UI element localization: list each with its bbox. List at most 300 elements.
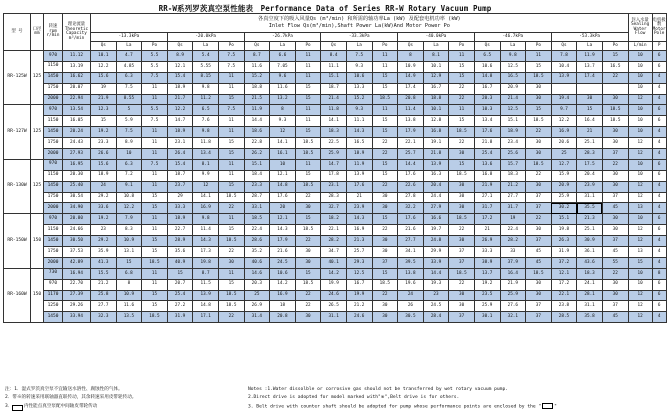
value-cell: 15	[295, 83, 321, 94]
value-cell: 25.1	[577, 225, 603, 236]
value-cell: 17.6	[474, 127, 500, 138]
page-title: RR-W系列罗茨真空泵性能表 Performance Data of Series RR-W Rotary Vacuum Pump	[158, 4, 492, 13]
sub-header-la: La	[500, 42, 526, 51]
motor-pole-cell: 4	[652, 312, 666, 323]
value-cell: 6.3	[116, 159, 142, 170]
value-cell: 30	[295, 312, 321, 323]
value-cell: 15	[449, 61, 475, 72]
displacement-cell: 20.80	[63, 214, 91, 225]
value-cell: 31.9	[167, 312, 193, 323]
value-cell: 21.7	[167, 94, 193, 105]
value-cell: 11	[295, 51, 321, 62]
value-cell: 10.1	[91, 51, 117, 62]
value-cell: 35.2	[244, 247, 270, 258]
value-cell: 14.7	[167, 116, 193, 127]
value-cell: 22	[372, 149, 398, 160]
value-cell: 11	[218, 214, 244, 225]
value-cell: 15	[167, 268, 193, 279]
value-cell: 19.4	[551, 94, 577, 105]
value-cell: 18.9	[500, 127, 526, 138]
value-cell: 10.1	[423, 105, 449, 116]
value-cell: 17.9	[270, 236, 296, 247]
displacement-cell: 30.50	[63, 236, 91, 247]
value-cell: 15.1	[500, 116, 526, 127]
table-row	[4, 225, 667, 236]
value-cell: 22	[218, 312, 244, 323]
value-cell: 18.5	[295, 149, 321, 160]
value-cell: 35.6	[167, 247, 193, 258]
speed-cell: 1250	[44, 301, 63, 312]
value-cell: 13.3	[346, 83, 372, 94]
value-cell: 37	[449, 312, 475, 323]
value-cell: 11	[142, 268, 168, 279]
value-cell: 7.5	[142, 72, 168, 83]
value-cell: 24.1	[577, 279, 603, 290]
value-cell: 23	[423, 290, 449, 301]
value-cell: 21.6	[270, 247, 296, 258]
value-cell: 28.5	[551, 312, 577, 323]
value-cell: 26.5	[321, 301, 347, 312]
value-cell: 18.6	[244, 127, 270, 138]
value-cell: 37	[526, 236, 552, 247]
value-cell: 34.7	[321, 247, 347, 258]
value-cell: 17.5	[577, 159, 603, 170]
note-en-2: 2.Direct drive is adopted for model marked with"※",Belt drive is for others.	[248, 395, 460, 401]
displacement-cell: 24.43	[63, 138, 91, 149]
speed-cell: 1750	[44, 247, 63, 258]
sealing-water-cell: 10	[628, 127, 652, 138]
sub-header-qs: Qs	[398, 42, 424, 51]
pressure-header: -53.3kPa	[551, 33, 628, 42]
sealing-water-cell: 12	[628, 236, 652, 247]
col-header-sealing-water: 封入水量 Sealing Water Flow	[628, 14, 652, 42]
value-cell: 30	[449, 149, 475, 160]
col-header-displacement: 理论流量 Theoretic Capacity m³/min	[63, 14, 91, 51]
value-cell: 21.9	[474, 181, 500, 192]
col-header-group-line2: Inlet Flow Qs(m³/min),Shaft Power La(kW)And Motor Power Po	[268, 23, 450, 29]
value-cell: 18.9	[91, 170, 117, 181]
value-cell: 7.6	[193, 116, 219, 127]
value-cell: 12.2	[167, 105, 193, 116]
value-cell: 30.1	[474, 312, 500, 323]
pressure-header: -33.3kPa	[321, 33, 398, 42]
value-cell: 19.9	[346, 290, 372, 301]
value-cell: 7.5	[346, 51, 372, 62]
value-cell: 15	[602, 51, 628, 62]
value-cell: 8.15	[193, 72, 219, 83]
value-cell: 31.7	[474, 203, 500, 214]
value-cell: 11.1	[321, 61, 347, 72]
value-cell: 5.55	[193, 61, 219, 72]
value-cell: 9.6	[270, 72, 296, 83]
value-cell: 37	[449, 257, 475, 268]
value-cell: 11	[372, 61, 398, 72]
value-cell: 21.8	[423, 149, 449, 160]
value-cell: 15	[372, 170, 398, 181]
value-cell: 30	[526, 94, 552, 105]
value-cell: 5.5	[142, 105, 168, 116]
sub-header-po: Po	[218, 42, 244, 51]
note-en-3: 3. Belt drive with counter shaft should be adopted for pump whose performance points are enclosed by the " "	[248, 404, 557, 410]
value-cell: 15	[449, 72, 475, 83]
motor-pole-cell: 6	[652, 170, 666, 181]
sealing-water-cell: 10	[628, 159, 652, 170]
value-cell: 21.8	[474, 138, 500, 149]
value-cell: 22	[526, 170, 552, 181]
value-cell: 31.7	[500, 203, 526, 214]
value-cell: 19.1	[423, 138, 449, 149]
value-cell	[551, 83, 577, 94]
speed-cell: 1150	[44, 170, 63, 181]
value-cell: 15	[218, 225, 244, 236]
value-cell: 30	[295, 203, 321, 214]
value-cell: 15	[449, 159, 475, 170]
value-cell: 20.4	[577, 170, 603, 181]
value-cell: 35.5	[577, 203, 603, 214]
sealing-water-cell: 10	[628, 51, 652, 62]
displacement-cell: 24.66	[63, 225, 91, 236]
value-cell: 7.5	[218, 51, 244, 62]
value-cell: 22	[526, 127, 552, 138]
value-cell: 16.8	[423, 127, 449, 138]
value-cell: 22.1	[551, 290, 577, 301]
value-cell: 11	[372, 105, 398, 116]
table-row	[4, 51, 667, 62]
value-cell: 24.5	[270, 257, 296, 268]
value-cell: 37.2	[551, 257, 577, 268]
col-header-motor-pole: 电机极数 Motor Pole	[652, 14, 666, 42]
value-cell: 6.5	[474, 51, 500, 62]
value-cell: 11.5	[193, 279, 219, 290]
value-cell: 15	[526, 105, 552, 116]
motor-pole-cell: 4	[652, 72, 666, 83]
value-cell: 18.5	[449, 214, 475, 225]
motor-pole-cell: 6	[652, 105, 666, 116]
value-cell: 27.7	[398, 236, 424, 247]
value-cell: 16.9	[193, 203, 219, 214]
port-cell: 125	[31, 159, 44, 213]
value-cell: 15	[218, 279, 244, 290]
pressure-header: -46.7kPa	[474, 33, 551, 42]
value-cell: 15	[526, 61, 552, 72]
value-cell: 8.7	[244, 51, 270, 62]
value-cell: 13.2	[270, 94, 296, 105]
value-cell: 55	[602, 257, 628, 268]
value-cell: 19	[91, 83, 117, 94]
sub-header-la: La	[577, 42, 603, 51]
value-cell: 19.2	[91, 127, 117, 138]
value-cell	[577, 83, 603, 94]
value-cell: 22	[449, 138, 475, 149]
value-cell: 15	[295, 127, 321, 138]
value-cell: 30	[372, 247, 398, 258]
value-cell: 19.2	[91, 214, 117, 225]
value-cell: 15	[218, 149, 244, 160]
value-cell: 15	[91, 116, 117, 127]
value-cell: 40.9	[167, 257, 193, 268]
value-cell: 22	[372, 138, 398, 149]
value-cell: 23.8	[551, 301, 577, 312]
value-cell: 11	[142, 279, 168, 290]
value-cell: 12.1	[167, 61, 193, 72]
value-cell: 15.2	[244, 72, 270, 83]
value-cell: 18.9	[167, 214, 193, 225]
displacement-cell: 13.54	[63, 105, 91, 116]
value-cell: 11.9	[346, 159, 372, 170]
value-cell: 15	[372, 83, 398, 94]
value-cell: 30	[526, 149, 552, 160]
value-cell: 6.5	[193, 105, 219, 116]
value-cell: 22.4	[244, 225, 270, 236]
value-cell: 8.9	[116, 138, 142, 149]
value-cell: 30	[295, 247, 321, 258]
displacement-cell: 16.62	[63, 72, 91, 83]
value-cell: 18.5	[449, 268, 475, 279]
value-cell: 22.8	[244, 138, 270, 149]
value-cell: 15.9	[551, 170, 577, 181]
note-cn-3: 3． 内性能点真空泵配中间轴皮带轮传动	[5, 403, 98, 409]
value-cell: 17.6	[398, 214, 424, 225]
value-cell: 5.5	[142, 51, 168, 62]
value-cell: 22	[449, 225, 475, 236]
value-cell: 11	[526, 51, 552, 62]
value-cell: 16.8	[474, 170, 500, 181]
value-cell: 17.3	[193, 247, 219, 258]
value-cell: 37	[526, 312, 552, 323]
notes-chinese	[5, 386, 245, 411]
value-cell: 25	[244, 290, 270, 301]
value-cell: 45	[526, 247, 552, 258]
value-cell: 19.2	[474, 279, 500, 290]
value-cell: 35.8	[577, 312, 603, 323]
sub-header-qs: Qs	[551, 42, 577, 51]
value-cell: 18.2	[321, 214, 347, 225]
motor-pole-cell: 4	[652, 83, 666, 94]
value-cell: 10	[270, 159, 296, 170]
value-cell: 28.9	[167, 236, 193, 247]
table-row	[4, 257, 667, 268]
table-row	[4, 214, 667, 225]
table-row	[4, 279, 667, 290]
value-cell: 11.4	[398, 105, 424, 116]
value-cell: 14.6	[244, 268, 270, 279]
value-cell: 12	[270, 127, 296, 138]
value-cell: 22	[218, 203, 244, 214]
value-cell: 30	[602, 290, 628, 301]
value-cell: 30	[526, 225, 552, 236]
value-cell: 23.3	[91, 138, 117, 149]
sealing-water-cell: 10	[628, 83, 652, 94]
value-cell: 24.6	[321, 290, 347, 301]
value-cell: 16.5	[500, 72, 526, 83]
value-cell: 17.4	[577, 72, 603, 83]
value-cell: 18.7	[167, 170, 193, 181]
value-cell: 15	[116, 257, 142, 268]
value-cell: 9.1	[116, 181, 142, 192]
value-cell: 33.3	[167, 203, 193, 214]
value-cell: 16.3	[423, 170, 449, 181]
value-cell: 22.1	[321, 225, 347, 236]
value-cell: 37	[602, 301, 628, 312]
value-cell: 30	[602, 138, 628, 149]
value-cell: 14.2	[321, 268, 347, 279]
sealing-water-cell: 10	[628, 214, 652, 225]
value-cell: 11	[142, 225, 168, 236]
value-cell: 24.5	[423, 301, 449, 312]
value-cell: 29.2	[91, 236, 117, 247]
value-cell: 11	[218, 83, 244, 94]
value-cell: 30	[526, 138, 552, 149]
model-cell: RR-160W	[4, 268, 31, 322]
value-cell: 20.9	[551, 181, 577, 192]
value-cell: 21.9	[500, 279, 526, 290]
displacement-cell: 27.93	[63, 149, 91, 160]
value-cell: 8	[270, 105, 296, 116]
value-cell: 31.1	[577, 301, 603, 312]
sealing-water-cell: 15	[628, 257, 652, 268]
value-cell: 15	[372, 214, 398, 225]
value-cell: 16.5	[602, 61, 628, 72]
displacement-cell: 16.05	[63, 116, 91, 127]
value-cell: 11	[449, 51, 475, 62]
value-cell: 26.9	[244, 301, 270, 312]
notes-english	[248, 386, 645, 411]
value-cell: 18.5	[218, 192, 244, 203]
sub-header-qs: Qs	[321, 42, 347, 51]
value-cell: 13.1	[116, 247, 142, 258]
displacement-cell: 33.94	[63, 312, 91, 323]
value-cell: 15	[142, 203, 168, 214]
value-cell: 30	[449, 301, 475, 312]
value-cell: 25.9	[551, 192, 577, 203]
value-cell: 30	[449, 192, 475, 203]
value-cell: 22	[372, 290, 398, 301]
table-row	[4, 268, 667, 279]
sealing-water-cell: 10	[628, 170, 652, 181]
value-cell: 8	[116, 279, 142, 290]
value-cell: 18.5	[142, 257, 168, 268]
value-cell: 11	[142, 214, 168, 225]
value-cell: 31.4	[244, 312, 270, 323]
table-row	[4, 203, 667, 214]
value-cell: 11.9	[244, 105, 270, 116]
sealing-water-cell: 12	[628, 138, 652, 149]
value-cell: 45	[602, 247, 628, 258]
note-en-1: Notes :1.Water dissolble or corrosive gas should not be transferred by wet rotary vacuum pump.	[248, 387, 508, 392]
value-cell: 7.5	[116, 127, 142, 138]
sub-header-po: Po	[372, 42, 398, 51]
value-cell: 15	[142, 192, 168, 203]
value-cell: 30	[372, 301, 398, 312]
sealing-water-cell: 10	[628, 268, 652, 279]
speed-cell: 2000	[44, 203, 63, 214]
value-cell: 19.7	[423, 225, 449, 236]
value-cell: 19	[500, 214, 526, 225]
value-cell: 20	[270, 203, 296, 214]
value-cell: 11	[295, 61, 321, 72]
value-cell: 18.9	[167, 127, 193, 138]
value-cell: 10	[116, 149, 142, 160]
value-cell: 15	[295, 170, 321, 181]
value-cell: 23.4	[500, 138, 526, 149]
value-cell: 10.9	[116, 290, 142, 301]
speed-cell: 970	[44, 279, 63, 290]
value-cell: 14.7	[321, 159, 347, 170]
displacement-cell: 16.94	[63, 268, 91, 279]
value-cell: 5.4	[193, 51, 219, 62]
value-cell: 17.2	[474, 214, 500, 225]
sub-header-la: La	[423, 42, 449, 51]
table-row	[4, 83, 667, 94]
value-cell: 8.7	[193, 268, 219, 279]
box-symbol-icon	[12, 405, 23, 411]
value-cell: 10.6	[346, 72, 372, 83]
value-cell: 37	[449, 247, 475, 258]
motor-pole-cell: 8	[652, 268, 666, 279]
value-cell: 20.4	[423, 181, 449, 192]
sub-header-qs: Qs	[474, 42, 500, 51]
value-cell: 37.9	[500, 257, 526, 268]
port-cell: 125	[31, 105, 44, 159]
sealing-water-cell: 12	[628, 149, 652, 160]
value-cell: 6.3	[116, 72, 142, 83]
pressure-header: -40.0kPa	[398, 33, 475, 42]
value-cell: 17.4	[398, 83, 424, 94]
value-cell: 11	[295, 159, 321, 170]
motor-pole-cell: 4	[652, 149, 666, 160]
value-cell: 15.5	[91, 268, 117, 279]
value-cell: 22.4	[500, 225, 526, 236]
value-cell: 18	[270, 301, 296, 312]
motor-pole-cell: 4	[652, 247, 666, 258]
value-cell: 28.6	[244, 236, 270, 247]
value-cell: 15.1	[321, 72, 347, 83]
performance-table	[3, 13, 667, 323]
value-cell: 26.4	[167, 149, 193, 160]
value-cell: 30	[295, 257, 321, 268]
value-cell: 32.3	[91, 312, 117, 323]
value-cell: 11	[218, 72, 244, 83]
value-cell: 33	[500, 247, 526, 258]
value-cell: 30	[602, 127, 628, 138]
value-cell: 25.8	[91, 290, 117, 301]
value-cell: 25.4	[167, 290, 193, 301]
value-cell: 10.4	[551, 61, 577, 72]
value-cell: 8.1	[193, 159, 219, 170]
model-cell: RR-150W	[4, 214, 31, 268]
value-cell: 14.1	[321, 116, 347, 127]
table-row	[4, 159, 667, 170]
sealing-water-cell: 10	[628, 116, 652, 127]
table-row	[4, 105, 667, 116]
value-cell: 29.2	[91, 192, 117, 203]
value-cell: 7.5	[142, 159, 168, 170]
value-cell: 16.6	[423, 214, 449, 225]
value-cell: 19.9	[321, 279, 347, 290]
speed-cell: 1450	[44, 181, 63, 192]
value-cell: 30	[577, 94, 603, 105]
table-row	[4, 170, 667, 181]
table-row	[4, 72, 667, 83]
value-cell: 27.7	[91, 301, 117, 312]
value-cell: 18.9	[167, 83, 193, 94]
value-cell: 18.3	[321, 127, 347, 138]
value-cell: 18.5	[295, 279, 321, 290]
value-cell: 15	[218, 181, 244, 192]
value-cell: 41.3	[91, 257, 117, 268]
motor-pole-cell: 4	[652, 94, 666, 105]
value-cell: 8.55	[116, 94, 142, 105]
